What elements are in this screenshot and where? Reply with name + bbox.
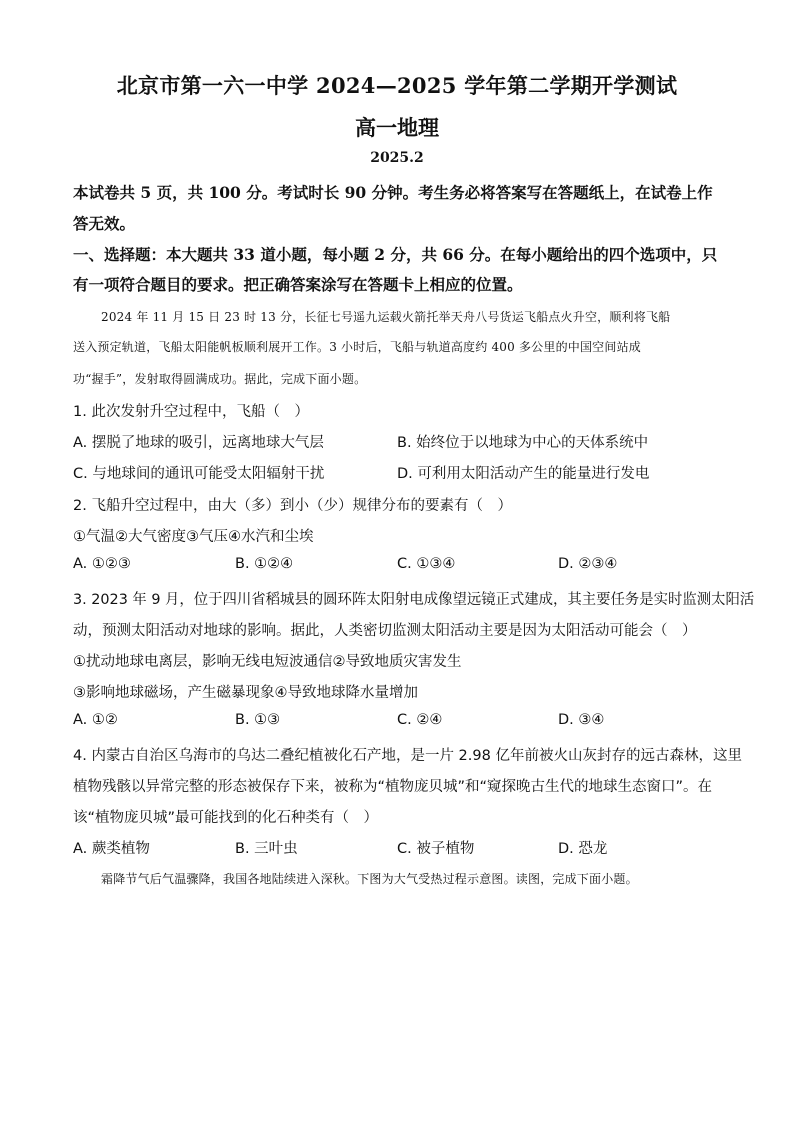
- section-heading-line-2: 有一项符合题目的要求。把正确答案涂写在答题卡上相应的位置。: [73, 275, 523, 294]
- question-4-stem-line-2: 植物残骸以异常完整的形态被保存下来，被称为“植物庞贝城”和“窥探晚古生代的地球生态窗口”。在: [73, 779, 713, 795]
- exam-date: 2025.2: [370, 150, 424, 166]
- question-3-option-a: A. ①②: [73, 712, 118, 728]
- material-1-line-3: 功“握手”，发射取得圆满成功。据此，完成下面小题。: [73, 372, 367, 386]
- instructions-line-2: 答无效。: [73, 214, 136, 233]
- question-4-stem-line-1: 4. 内蒙古自治区乌海市的乌达二叠纪植被化石产地，是一片 2.98 亿年前被火山灰封存的远古森林，这里: [73, 748, 742, 764]
- question-2-stem: 2. 飞船升空过程中，由大（多）到小（少）规律分布的要素有（ ）: [73, 498, 512, 514]
- question-4-stem-line-3: 该“植物庞贝城”最可能找到的化石种类有（ ）: [73, 810, 379, 826]
- question-3-items-line-2: ③影响地球磁场，产生磁暴现象④导致地球降水量增加: [73, 685, 418, 701]
- question-1-option-a: A. 摆脱了地球的吸引，远离地球大气层: [73, 435, 324, 451]
- question-3-stem-line-2: 动，预测太阳活动对地球的影响。据此，人类密切监测太阳活动主要是因为太阳活动可能会（ ）: [73, 623, 697, 639]
- question-2-items: ①气温②大气密度③气压④水汽和尘埃: [73, 529, 314, 545]
- question-4-option-a: A. 蕨类植物: [73, 841, 150, 857]
- question-3-items-line-1: ①扰动地球电离层，影响无线电短波通信②导致地质灾害发生: [73, 654, 462, 670]
- section-heading-line-1: 一、选择题：本大题共 33 道小题，每小题 2 分，共 66 分。在每小题给出的四个选项中，只: [73, 245, 718, 264]
- question-4-option-d: D. 恐龙: [558, 841, 608, 857]
- question-2-option-d: D. ②③④: [558, 556, 618, 572]
- question-3-option-d: D. ③④: [558, 712, 605, 728]
- exam-title: 北京市第一六一中学 2024—2025 学年第二学期开学测试: [116, 73, 678, 98]
- question-3-option-b: B. ①③: [235, 712, 281, 728]
- question-2-option-c: C. ①③④: [397, 556, 456, 572]
- material-2-line-1: 霜降节气后气温骤降，我国各地陆续进入深秋。下图为大气受热过程示意图。读图，完成下面小题。: [101, 872, 638, 886]
- question-1-stem: 1. 此次发射升空过程中，飞船（ ）: [73, 404, 309, 420]
- exam-subject: 高一地理: [355, 115, 439, 140]
- question-1-option-b: B. 始终位于以地球为中心的天体系统中: [397, 435, 649, 451]
- question-4-option-b: B. 三叶虫: [235, 841, 298, 857]
- question-2-option-b: B. ①②④: [235, 556, 294, 572]
- instructions-line-1: 本试卷共 5 页，共 100 分。考试时长 90 分钟。考生务必将答案写在答题纸上，在试卷上作: [73, 183, 713, 202]
- question-1-option-d: D. 可利用太阳活动产生的能量进行发电: [397, 466, 650, 482]
- question-1-option-c: C. 与地球间的通讯可能受太阳辐射干扰: [73, 466, 325, 482]
- question-3-option-c: C. ②④: [397, 712, 443, 728]
- question-2-option-a: A. ①②③: [73, 556, 131, 572]
- material-1-line-1: 2024 年 11 月 15 日 23 时 13 分，长征七号遥九运载火箭托举天舟八号货运飞船点火升空，顺利将飞船: [101, 310, 671, 324]
- question-4-option-c: C. 被子植物: [397, 841, 475, 857]
- question-3-stem-line-1: 3. 2023 年 9 月，位于四川省稻城县的圆环阵太阳射电成像望远镜正式建成，其主要任务是实时监测太阳活: [73, 592, 755, 608]
- material-1-line-2: 送入预定轨道，飞船太阳能帆板顺利展开工作。3 小时后，飞船与轨道高度约 400 多公里的中国空间站成: [73, 340, 641, 354]
